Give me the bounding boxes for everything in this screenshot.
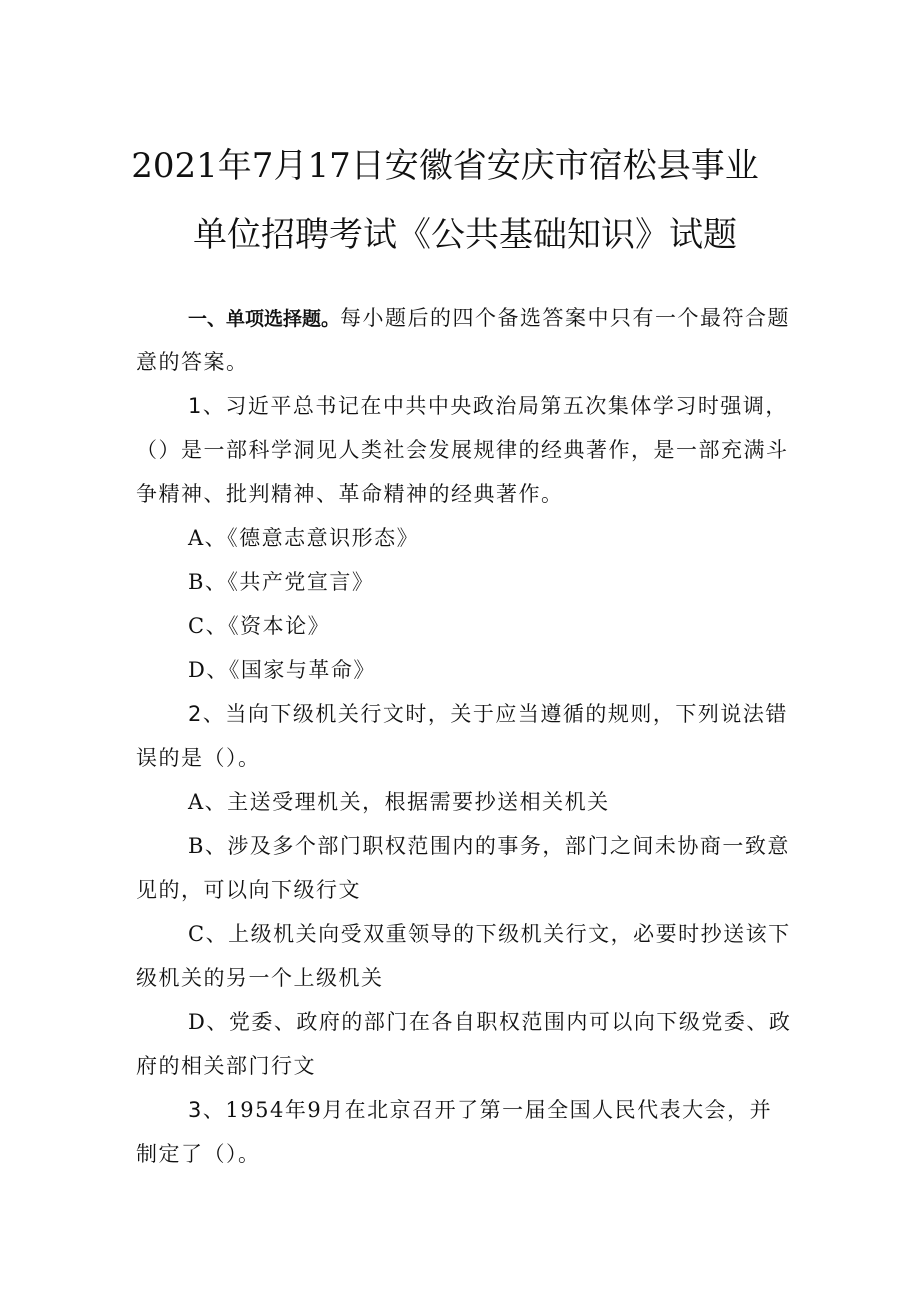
question-2-stem: 2、当向下级机关行文时，关于应当遵循的规则，下列说法错 (188, 702, 788, 726)
question-number: 2 (188, 702, 203, 726)
question-number: 3 (188, 1098, 203, 1122)
section-intro-continued: 意的答案。 (136, 350, 249, 374)
question-1-option-c: C、《资本论》 (188, 614, 331, 638)
question-1-stem: 1、习近平总书记在中共中央政治局第五次集体学习时强调， (188, 394, 788, 418)
question-2-option-a: A、主送受理机关，根据需要抄送相关机关 (188, 790, 610, 814)
question-2-option-b-continued: 见的，可以向下级行文 (136, 878, 361, 902)
question-2-option-c: C、上级机关向受双重领导的下级机关行文，必要时抄送该下 (188, 922, 791, 946)
question-number: 1 (188, 394, 203, 418)
section-intro-text: 每小题后的四个备选答案中只有一个最符合题 (340, 306, 791, 330)
question-2-option-d-continued: 府的相关部门行文 (136, 1054, 316, 1078)
question-2-option-c-continued: 级机关的另一个上级机关 (136, 966, 384, 990)
question-3-stem-line: 制定了（）。 (136, 1142, 261, 1166)
section-intro (188, 302, 790, 332)
question-1-option-d: D、《国家与革命》 (188, 658, 376, 682)
question-2-option-b: B、涉及多个部门职权范围内的事务，部门之间未协商一致意 (188, 834, 790, 858)
question-1-stem-line: 争精神、批判精神、革命精神的经典著作。 (136, 482, 564, 506)
question-2-stem-line: 误的是（）。 (136, 746, 261, 770)
document-title-line-1: 2021年7月17日安徽省安庆市宿松县事业 (131, 146, 759, 186)
question-3-stem: 3、1954年9月在北京召开了第一届全国人民代表大会，并 (188, 1098, 773, 1122)
section-heading: 一、单项选择题。 (188, 308, 341, 330)
question-2-option-d: D、党委、政府的部门在各自职权范围内可以向下级党委、政 (188, 1010, 792, 1034)
question-1-stem-line: （）是一部科学洞见人类社会发展规律的经典著作，是一部充满斗 (136, 438, 789, 462)
question-1-option-b: B、《共产党宣言》 (188, 570, 375, 594)
document-title-line-2: 单位招聘考试《公共基础知识》试题 (193, 215, 737, 255)
question-1-option-a: A、《德意志意识形态》 (188, 526, 420, 550)
